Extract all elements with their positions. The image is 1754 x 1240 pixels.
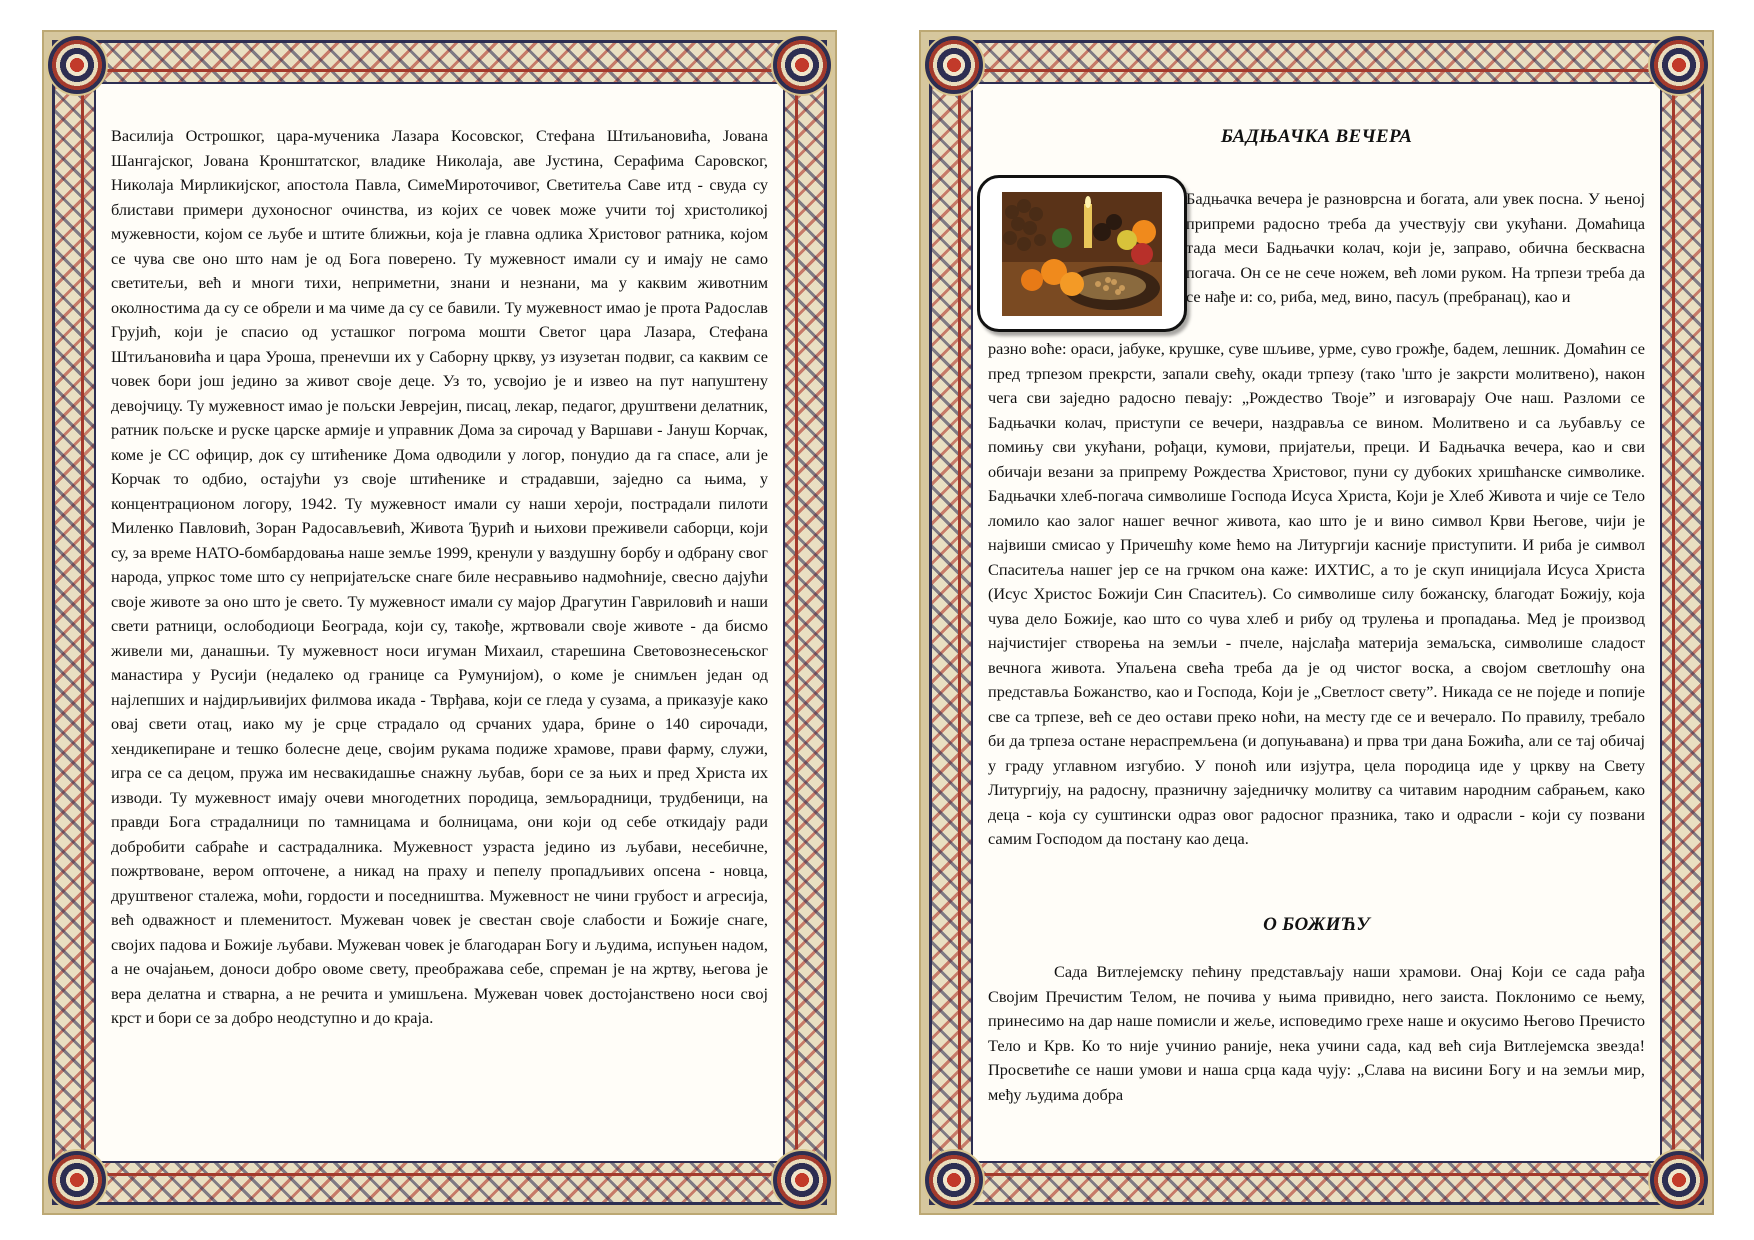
corner-rosette-icon bbox=[923, 1149, 985, 1211]
corner-rosette-icon bbox=[46, 1149, 108, 1211]
body-paragraph: разно воће: ораси, јабуке, крушке, суве шљиве, урме, суво грожђе, бадем, лешник. Домаћин се пред трпезом прекрсти, запали свећу, окади трпезу (тако 'што је закрсти молитвено), након чега сви заједно радосно певају: „Рождество Твоје” и изговарају Оче наш. Разломи се Бадњачки колач, приступи се вечери, наздравља се вином. Молитвено и са љубављу се помињу сви укућани, рођаци, кумови, пријатељи, преци. И Бадњачка вечера, као и сви обичаји везани за припрему Рождества Христовог, пуни су дубоких хришћанске символике. Бадњачки хлеб-погача символише Господа Исуса Христа, Који је Хлеб Живота и чије се Тело ломило као залог нашег вечног живота, као што је и вино символ Крви Његове, чији је највиши смисао у Причешћу коме ћемо на Литургији касније приступити. И риба је символ Спаситеља нашег јер се на грчком она каже: ИХТИС, а то је скуп иницијала Исуса Христа (Исус Христос Божији Син Спаситељ). Со символише силу божанску, благодат Божију, која чува дело Божије, као што со чува хлеб и рибу од трулења и пропадања. Мед је производ најчистијег створења на земљи - пчеле, најслађа материја земаљска, символише сладост вечнога живота. Упаљена свећа треба да је од чистог воска, а својом светлошћу она представља Божанство, као и Господа, Који је „Светлост свету”. Никада се не поједе и попије све са трпезе, већ се део остави преко ноћи, на месту где се и вечерало. По правилу, требало би да трпеза остане нераспремљена (и допуњавана) и прва три дана Божића, али се тај обичај у граду углавном изгубио. У поноћ или изјутра, цела породица иде у цркву на Свету Литургију, на радосну, празничну заједничку молитву са читавим народним сабрањем, како деца - која су суштински одраз овог радосног празника, тако и одрасли - који су позвани самим Господом да постану као деца. bbox=[988, 339, 1645, 848]
right-text-panel bbox=[971, 82, 1662, 1163]
corner-rosette-icon bbox=[771, 34, 833, 96]
left-body-text: Василија Острошког, цара-мученика Лазара Косовског, Стефана Штиљановића, Јована Шангајског, Јована Кронштатског, владике Николаја, аве Јустина, Серафима Саровског, Николаја Мирликијског, апостола Павла, СимеМироточивог, Светитеља Саве итд - свуда су блистави примери духоносног очинства, из којих се човек може учити тој христоликој мужевности, којом се љубе и штите ближњи, која је главна одлика Христовог ратника, којом се чува све оно што нам је од Бога поверено. Ту мужевност имали су и имају не само светитељи, већ и многи тихи, неприметни, знани и незнани, ма у каквим животним околностима да су се обрели и ма чиме да су се бавили. Ту мужевност имао је прота Радослав Грујић, који је спасио од усташког погрома мошти Светог цара Лазара, Стефана Штиљановића и цара Уроша, пренevши их у Саборну цркву, уз изузетан подвиг, са каквим се човек бори још једино за живот своје деце. Уз то, усвојио је и извео на пут напуштену девојчицу. Ту мужевност имао је пољски Јеврејин, писац, лекар, педагог, друштвени делатник, ратник пољске и руске царске армије и управник Дома за сирочад у Варшави - Јануш Корчак, коме је СС официр, док су штићенике Дома одводили у логор, понудио да га спасе, али је Корчак то одбио, остајући уз своје штићенике и страдавши, заједно са њима, у концентрационом логору, 1942. Ту мужевност имали су наши хероји, пострадали пилоти Миленко Павловић, Зоран Радосављевић, Живота Ђурић и њихови преживели саборци, који су, за време НАТО-бомбардовања наше земље 1999, кренули у ваздушну борбу и одбрану свог народа, упркос томе што су непријатељске снаге биле несравњиво надмоћније, свесно дајући своје животе за оно што је свето. Ту мужевност имали су мајор Драгутин Гавриловић и наши свети ратници, ослободиоци Београда, који су, такође, жртвовали своје животе - да бисмо живели ми, данашњи. Ту мужевност носи игуман Михаил, старешина Световознесењског манастира у Русији (недалеко од границе са Румунијом), о коме је снимљен један од најлепших и најдирљивијих филмова икада - Тврђава, који се гледа у сузама, а приказује како овај свети отац, иако му је срце страдало од срчаних удара, брине о 140 сирочади, хендикепиране и тешко болесне деце, својим рукама подиже храмове, прави фарму, служи, игра се са децом, пружа им несвакидашње снажну љубав, бори се за њих и пред Христа их изводи. Ту мужевност имају очеви многодетних породица, земљорадници, трудбеници, на правди Бога страдалници по тамницама и болницама, они који од себе откидају ради добробити сабраће и састрадалника. Мужевност узраста једино из љубави, несебичне, пожртвоване, вером опточене, а никад на праху и пепелу пропадљивих опсена - новца, друштвеног сталежа, моћи, гордости и поседништва. Мужевност не чини грубост и агресија, већ одважност и племенитост. Мужеван човек је свестан своје слабости и Божије снаге, својих падова и Божије љубави. Мужеван човек је благодаран Богу и људима, испуњен надом, а не очајањем, доноси добро овоме свету, преображава себе, спреман је на жртву, његова је вера делатна и стварна, а не речита и умишљена. Мужеван човек достојанствено носи свој крст и бори се за добро неодступно и до краја. bbox=[111, 126, 768, 1027]
right-page bbox=[919, 30, 1714, 1215]
section-heading-badnjacka-vecera: БАДЊАЧКА ВЕЧЕРА bbox=[1220, 126, 1413, 147]
corner-rosette-icon bbox=[46, 34, 108, 96]
section-heading-o-bozicu: О БОЖИЋУ bbox=[1263, 914, 1370, 935]
corner-rosette-icon bbox=[771, 1149, 833, 1211]
intro-paragraph: Бадњачка вечера је разноврсна и богата, али увек посна. У њеној припреми радосно треба да учествују сви укућани. Домаћица тада меси Бадњачки колач, који је, заправо, обична бесквасна погача. Он се не сече ножем, већ ломи руком. На трпези треба да се нађе и: со, риба, мед, вино, пасуљ (пребранац), као и bbox=[1186, 189, 1645, 306]
corner-rosette-icon bbox=[923, 34, 985, 96]
christmas-eve-table-photo bbox=[1002, 192, 1162, 316]
left-text-panel bbox=[94, 82, 785, 1163]
left-page bbox=[42, 30, 837, 1215]
photo-frame bbox=[977, 175, 1187, 332]
bozic-paragraph: Сада Витлејемску пећину представљају наши храмови. Онај Који се сада рађа Својим Пречистим Телом, не почива у њима привидно, него заиста. Поклонимо се њему, принесимо на дар наше помисли и жеље, исповедимо грехе наше и окусимо Његово Пречисто Тело и Крв. Ко то није учинио раније, нека учини сада, кад већ сија Витлејемска звезда! Просветиће се наши умови и наша срца када чују: „Слава на висини Богу и на земљи мир, међу људима добра bbox=[988, 962, 1645, 1104]
corner-rosette-icon bbox=[1648, 34, 1710, 96]
corner-rosette-icon bbox=[1648, 1149, 1710, 1211]
